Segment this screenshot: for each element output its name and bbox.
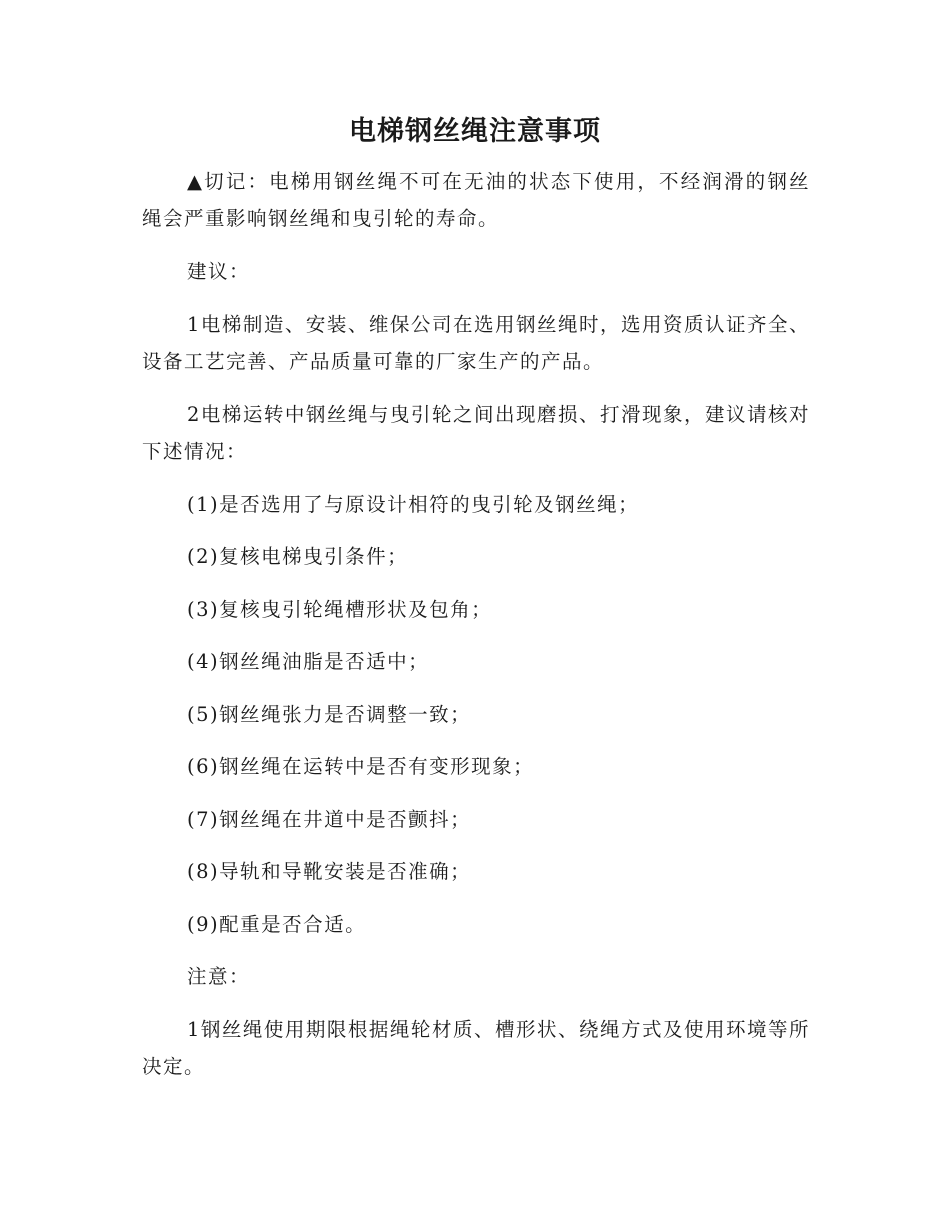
check-item-2: (2)复核电梯曳引条件； [187,545,409,568]
check-item-6: (6)钢丝绳在运转中是否有变形现象； [187,755,535,778]
warning-paragraph: ▲切记：电梯用钢丝绳不可在无油的状态下使用，不经润滑的钢丝绳会严重影响钢丝绳和曳引轮的寿命。 [142,170,810,230]
check-item-7: (7)钢丝绳在井道中是否颤抖； [187,808,472,831]
suggestion-item-2: 2电梯运转中钢丝绳与曳引轮之间出现磨损、打滑现象，建议请核对下述情况： [142,403,810,463]
check-item-3: (3)复核曳引轮绳槽形状及包角； [187,598,493,621]
notice-item-1: 1钢丝绳使用期限根据绳轮材质、槽形状、绕绳方式及使用环境等所决定。 [142,1018,810,1078]
check-item-4: (4)钢丝绳油脂是否适中； [187,650,430,673]
check-item-1: (1)是否选用了与原设计相符的曳引轮及钢丝绳； [187,493,640,516]
notice-heading: 注意： [187,965,251,988]
check-item-5: (5)钢丝绳张力是否调整一致； [187,703,472,726]
suggestion-item-1: 1电梯制造、安装、维保公司在选用钢丝绳时，选用资质认证齐全、设备工艺完善、产品质量可靠的厂家生产的产品。 [142,313,810,373]
check-item-9: (9)配重是否合适。 [187,913,367,936]
suggestion-heading: 建议： [187,260,251,283]
document-title: 电梯钢丝绳注意事项 [349,116,601,147]
check-item-8: (8)导轨和导靴安装是否准确； [187,860,472,883]
